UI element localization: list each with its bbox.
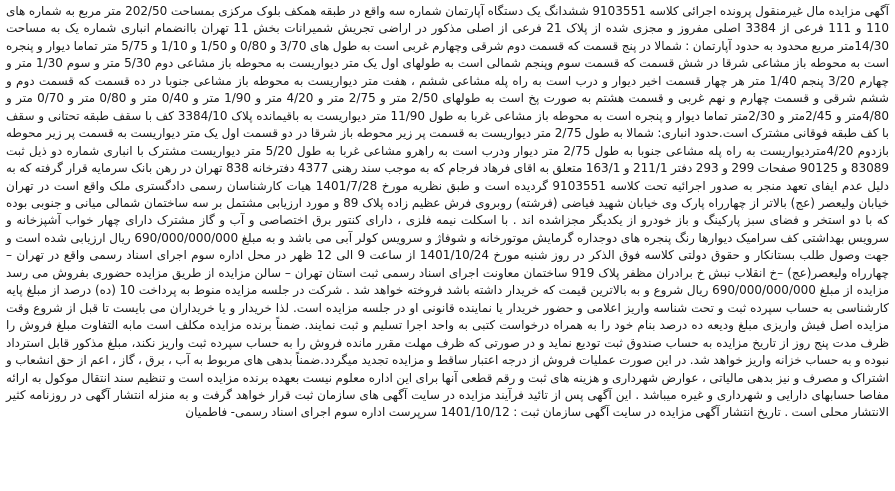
auction-notice-text: آگهی مزایده مال غیرمنقول پرونده اجرائی کلاسه 9103551 ششدانگ یک دستگاه آپارتمان شماره سه واقع در طبقه همکف بلوک مرکزی بمساحت 202/50 متر مربع به شماره های 110 و 111 فرعی از 3384 اصلی مفروز و مجزی شده از پلاک 21 فرعی از اصلی مذکور در اراضی تجریش شمیرانات بخش 11 تهران باانضمام انباری شماره یک به مساحت 14/30متر مربع محدود به حدود آپارتمان : شمالا در پنج قسمت که قسمت دوم شرقی وچهارم غربی است به طول های 3/70 و 0/80 و 1/50 و 1/10 و 5/75 متر تماما دیوار و پنجره است به محوطه باز مشاعی شرقا در شش قسمت که قسمت سوم وپنجم شمالی است به طولهای اول یک متر دیواریست به محوطه باز مشاعی دوم 5/30 متر و سوم 1/30 متر و چهارم 3/20 پنجم 1/40 متر هر چهار قسمت اخیر دیوار و درب است به راه پله مشاعی ششم ، هفت متر دیواریست به محوطه باز مشاعی جنوبا در ده قسمت که قسمت دوم و ششم شرقی و قسمت چهارم و نهم غربی و قسمت هشتم به صورت پخ است به طولهای 2/50 متر و 2/75 متر و 4/20 متر و 1/90 متر و 0/40 متر و 0/80 متر و 0/70 متر و 4/80متر و 2/45متر و 2/30متر تماما دیوار و پنجره است به محوطه باز مشاعی غربا به طول 11/90 متر دیواریست به باقیمانده پلاک 3384/10 کف با سقف طبقه تحتانی و سقف با کف طبقه فوقانی مشترک است.حدود انباری: شمالا به طول 2/75 متر دیواریست به قسمت پر زیر محوطه باز شرقا در دو قسمت اول یک متر دیواریست به قسمت پر زیر محوطه بازدوم 4/20متردیواریست به راه پله مشاعی جنوبا به طول 2/75 متر دیوار ودرب است به راهرو مشاعی غربا به طول 5/20 متر دیواریست مشترک با انباری شماره دو ذیل ثبت 83089 و 90125 صفحات 299 و 293 دفتر 211/1 و 163/1 متعلق به اقای فرهاد فرجام که به موجب سند رهنی 4377 دفترخانه 838 تهران در رهن بانک سرمایه قرار گرفته که به دلیل عدم ایفای تعهد منجر به صدور اجرائیه تحت کلاسه 9103551 گردیده است و طبق نظریه مورخ 1401/7/28 هیات کارشناسان رسمی دادگستری ملک واقع است در تهران خیابان ولیعصر (عج) بالاتر از چهارراه پارک وی خیابان شهید فیاضی (فرشته) روبروی فرش عظیم زاده پلاک 89 و مورد ارزیابی مشتمل بر سه ساختمان شمالی میانی و جنوبی بوده که با دو استخر و فضای سبز پارکینگ و باز خودرو از یکدیگر مجزاشده اند . با اسکلت نیمه فلزی ، دارای کنتور برق اختصاصی و آب و گاز مشترک دارای چهار خواب آشپزخانه و سرویس بهداشتی کف سرامیک دیوارها رنگ پنجره های دوجداره گرمایش موتورخانه و شوفاژ و سرویس کولر آبی می باشد و به مبلغ 690/000/000/000 ریال ارزیابی شده است و جهت وصول طلب بستانکار و حقوق دولتی کلاسه فوق الذکر در روز شنبه مورخ 1401/10/24 از ساعت 9 الی 12 ظهر در محل اداره سوم اجرای اسناد رسمی واقع در تهران – چهارراه ولیعصر(عج) –خ انقلاب نبش خ برادران مظفر پلاک 919 ساختمان معاونت اجرای اسناد رسمی ثبت استان تهران – سالن مزایده از طریق مزایده حضوری بفروش می رسد مزایده از مبلغ 690/000/000/000 ریال شروع و به بالاترین قیمت که خریدار داشته باشد فروخته خواهد شد . شرکت در جلسه مزایده منوط به پرداخت 10 (ده) درصد از مبلغ پایه کارشناسی به حساب سپرده ثبت و تحت شناسه واریز اعلامی و حضور خریدار یا نماینده قانونی او در جلسه مزایده است. لذا خریدار و یا خریداران می بایست تا قبل از شروع وقت مزایده اصل فیش واریزی مبلغ ودیعه ده درصد بنام خود را به همراه درخواست کتبی به واحد اجرا تسلیم و ثبت نمایند. ضمناً برنده مزایده مکلف است مابه التفاوت مبلغ فروش را ظرف مدت پنج روز از تاریخ مزایده به حساب صندوق ثبت تودیع نماید و در صورتی که ظرف مهلت مقرر مانده فروش را به حساب سپرده ثبت واریز نکند، مبلغ مذکور قابل استرداد نبوده و به حساب خزانه واریز خواهد شد. در این صورت عملیات فروش از درجه اعتبار ساقط و مزایده تجدید میگردد.ضمناً بدهی های مربوط به آب ، برق ، گاز ، اعم از حق انشعاب و اشتراک و مصرف و نیز بدهی مالیاتی ، عوارض شهرداری و هزینه های ثبت و رقم قطعی آنها برای این اداره معلوم نیست بعهده برنده مزایده است و تنظیم سند انتقال موکول به ارائه مفاصا حسابهای دارایی و شهرداری و غیره میباشد . این آگهی پس از تائید فرآیند مزایده در سایت آگهی های سازمان ثبت قرار خواهد گرفت و به منزله انتشار آگهی در روزنامه کثیر الانتشار محلی است . تاریخ انتشار آگهی مزایده در سایت آگهی سازمان ثبت : 1401/10/12 سرپرست اداره سوم اجرای اسناد رسمی- فاطمیان — [6, 4, 890, 420]
